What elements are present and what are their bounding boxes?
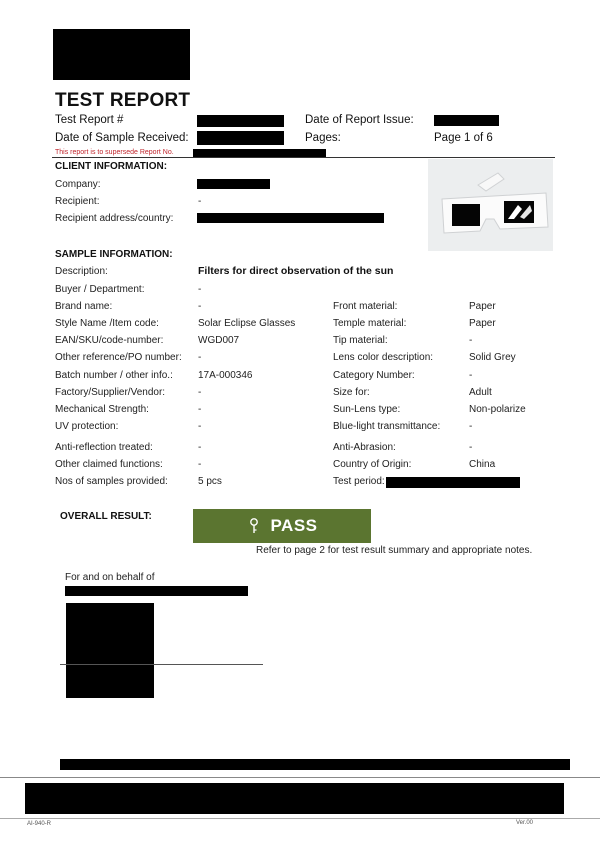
description-value: Filters for direct observation of the sun [198, 265, 394, 277]
lens-color-value: Solid Grey [469, 352, 516, 363]
test-report-number-redacted [197, 115, 284, 127]
tip-material-label: Tip material: [333, 335, 388, 346]
buyer-label: Buyer / Department: [55, 284, 145, 295]
form-code: AI-940-R [27, 821, 52, 827]
pages-label: Pages: [305, 132, 341, 144]
uv-protection-label: UV protection: [55, 421, 119, 432]
ean-sku-value: WGD007 [198, 335, 240, 346]
anti-reflection-label: Anti-reflection treated: [55, 442, 153, 453]
category-number-label: Category Number: [333, 370, 415, 381]
anti-reflection-value: - [198, 442, 202, 453]
description-label: Description: [55, 266, 108, 277]
brand-name-value: - [198, 301, 202, 312]
date-received-label: Date of Sample Received: [55, 132, 189, 144]
size-for-label: Size for: [333, 387, 370, 398]
uv-protection-value: - [198, 421, 202, 432]
header-divider [52, 157, 555, 158]
mechanical-strength-label: Mechanical Strength: [55, 404, 149, 415]
factory-value: - [198, 387, 202, 398]
size-for-value: Adult [469, 387, 492, 398]
recipient-label: Recipient: [55, 196, 100, 207]
footer-divider [0, 777, 600, 778]
po-number-label: Other reference/PO number: [55, 352, 182, 363]
sun-lens-type-label: Sun-Lens type: [333, 404, 401, 415]
signature-line [60, 664, 263, 665]
date-received-redacted [197, 131, 284, 145]
page-title: TEST REPORT [55, 90, 191, 111]
company-redacted [197, 179, 270, 189]
other-functions-label: Other claimed functions: [55, 459, 163, 470]
pages-value: Page 1 of 6 [434, 132, 493, 144]
behalf-label: For and on behalf of [65, 572, 155, 583]
front-material-value: Paper [469, 301, 496, 312]
pass-status: PASS [270, 516, 318, 535]
date-issue-label: Date of Report Issue: [305, 114, 414, 126]
address-label: Recipient address/country: [55, 213, 174, 224]
buyer-value: - [198, 284, 202, 295]
front-material-label: Front material: [333, 301, 398, 312]
anti-abrasion-value: - [469, 442, 473, 453]
eclipse-glasses-image [428, 159, 553, 251]
footer-line-redacted [60, 759, 570, 770]
category-number-value: - [469, 370, 473, 381]
lens-color-label: Lens color description: [333, 352, 434, 363]
supersede-note: This report is to supersede Report No. [55, 149, 174, 156]
country-origin-value: China [469, 459, 496, 470]
temple-material-label: Temple material: [333, 318, 407, 329]
test-period-label: Test period: [333, 476, 385, 487]
overall-result-heading: OVERALL RESULT: [60, 511, 152, 522]
tip-material-value: - [469, 335, 473, 346]
mechanical-strength-value: - [198, 404, 202, 415]
samples-provided-label: Nos of samples provided: [55, 476, 168, 487]
batch-number-label: Batch number / other info.: [55, 370, 173, 381]
date-issue-redacted [434, 115, 499, 126]
behalf-company-redacted [65, 586, 248, 596]
other-functions-value: - [198, 459, 202, 470]
footer-block-redacted [25, 783, 564, 814]
brand-name-label: Brand name: [55, 301, 113, 312]
samples-provided-value: 5 pcs [198, 476, 222, 487]
test-period-redacted [386, 477, 520, 488]
supersede-number-redacted [193, 149, 326, 157]
style-name-value: Solar Eclipse Glasses [198, 318, 296, 329]
result-note: Refer to page 2 for test result summary and appropriate notes. [256, 545, 533, 556]
sun-lens-type-value: Non-polarize [469, 404, 526, 415]
factory-label: Factory/Supplier/Vendor: [55, 387, 166, 398]
style-name-label: Style Name /Item code: [55, 318, 159, 329]
pass-badge [193, 509, 371, 543]
country-origin-label: Country of Origin: [333, 459, 412, 470]
address-redacted [197, 213, 384, 223]
temple-material-value: Paper [469, 318, 496, 329]
version-label: Ver.00 [516, 820, 534, 826]
po-number-value: - [198, 352, 202, 363]
blue-light-label: Blue-light transmittance: [333, 421, 441, 432]
key-icon [246, 517, 262, 535]
footer-bottom-divider [0, 818, 600, 819]
anti-abrasion-label: Anti-Abrasion: [333, 442, 396, 453]
signature-stamp-redacted [66, 603, 154, 698]
batch-number-value: 17A-000346 [198, 370, 253, 381]
blue-light-value: - [469, 421, 473, 432]
company-label: Company: [55, 179, 101, 190]
recipient-value: - [198, 196, 202, 207]
logo-redacted [53, 29, 190, 80]
client-info-heading: CLIENT INFORMATION: [55, 161, 168, 172]
test-report-label: Test Report # [55, 114, 124, 126]
product-photo [428, 159, 553, 251]
ean-sku-label: EAN/SKU/code-number: [55, 335, 164, 346]
sample-info-heading: SAMPLE INFORMATION: [55, 249, 173, 260]
